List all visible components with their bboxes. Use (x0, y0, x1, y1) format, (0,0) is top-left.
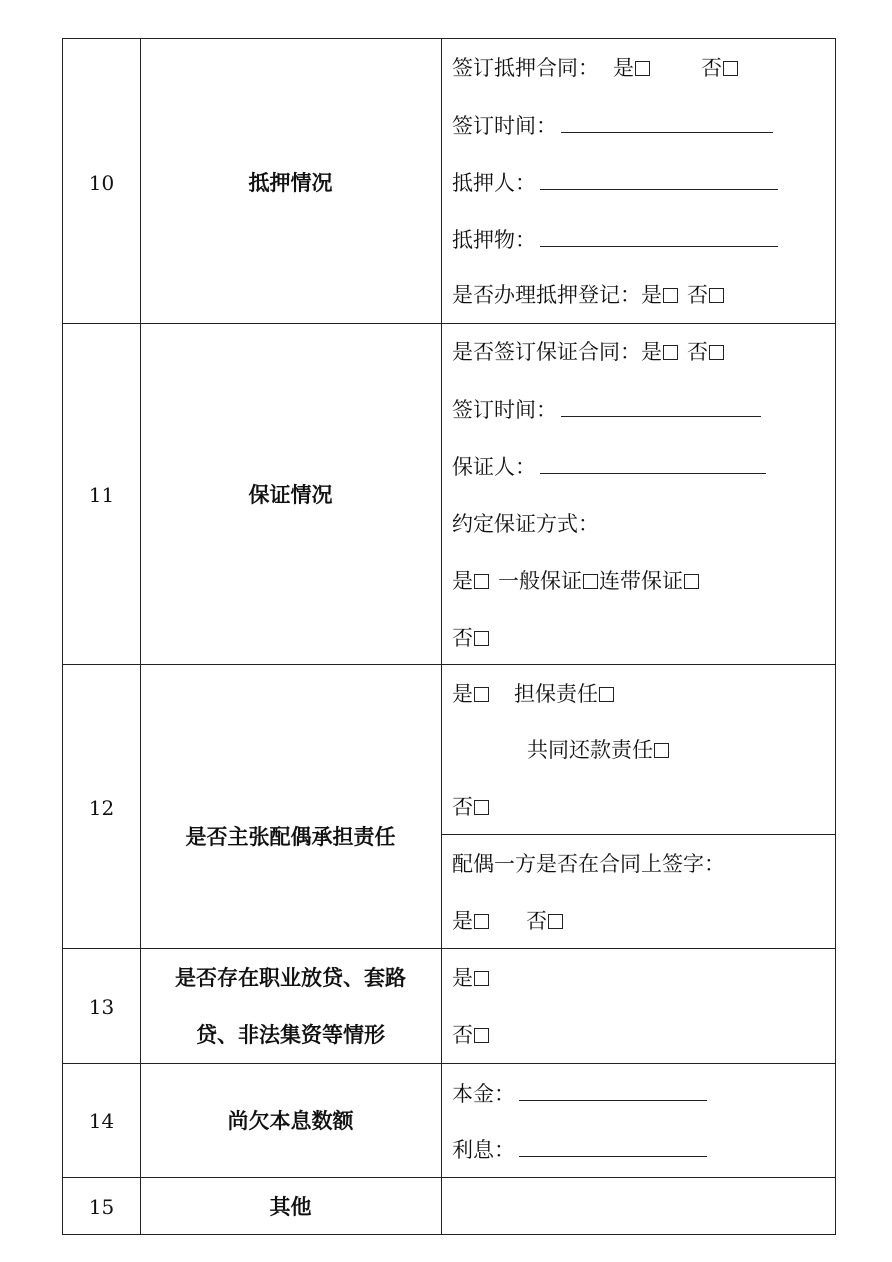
column-divider-label (441, 39, 442, 1234)
checkbox[interactable] (474, 971, 489, 986)
option-label: 连带保证 (599, 569, 683, 593)
checkbox[interactable] (474, 914, 489, 929)
checkbox[interactable] (474, 574, 489, 589)
checkbox[interactable] (583, 574, 598, 589)
row-label: 抵押情况 (248, 170, 333, 195)
checkbox[interactable] (474, 800, 489, 815)
field-label: 是否办理抵押登记： (452, 283, 641, 307)
row-number: 13 (88, 995, 115, 1019)
blank-field[interactable] (519, 1082, 707, 1101)
field-label: 签订抵押合同： (452, 56, 599, 80)
option-label: 是 (452, 966, 473, 990)
row-number: 12 (88, 796, 115, 820)
row-label: 保证情况 (248, 482, 333, 507)
option-label: 是 (641, 283, 662, 307)
checkbox[interactable] (654, 743, 669, 758)
option-label: 否 (452, 1023, 473, 1047)
spouse-liability-no-line (452, 792, 490, 822)
option-label: 是 (641, 340, 662, 364)
guarantor-line (452, 452, 766, 482)
option-label: 否 (687, 283, 708, 307)
row-label-line2: 贷、非法集资等情形 (196, 1022, 385, 1047)
option-label: 是 (452, 909, 473, 933)
row-divider (63, 1063, 835, 1064)
field-label: 约定保证方式： (452, 512, 599, 536)
checkbox[interactable] (548, 914, 563, 929)
sign-time-line (452, 395, 761, 425)
checkbox[interactable] (635, 61, 650, 76)
field-label: 保证人： (452, 455, 536, 479)
blank-field[interactable] (540, 171, 778, 190)
blank-field[interactable] (561, 398, 761, 417)
option-label: 否 (452, 626, 473, 650)
blank-field[interactable] (519, 1138, 707, 1157)
option-label: 否 (687, 340, 708, 364)
row-label: 尚欠本息数额 (227, 1108, 354, 1133)
checkbox[interactable] (599, 687, 614, 702)
option-label: 共同还款责任 (527, 738, 653, 762)
row-label: 是否主张配偶承担责任 (185, 824, 396, 849)
field-label: 签订时间： (452, 114, 557, 138)
option-label: 否 (701, 56, 722, 80)
option-label: 是 (613, 56, 634, 80)
field-label: 抵押物： (452, 228, 536, 252)
row-divider (63, 664, 835, 665)
row-label-line1: 是否存在职业放贷、套路 (175, 965, 406, 990)
checkbox[interactable] (709, 288, 724, 303)
illegal-lending-no (452, 1020, 490, 1050)
blank-field[interactable] (540, 455, 766, 474)
mortgagor-line (452, 168, 778, 198)
spouse-liability-yes-line (452, 679, 615, 709)
collateral-line (452, 225, 778, 255)
illegal-lending-yes (452, 963, 490, 993)
checkbox[interactable] (474, 1028, 489, 1043)
sign-time-line (452, 111, 773, 141)
checkbox[interactable] (709, 345, 724, 360)
field-label: 签订时间： (452, 398, 557, 422)
guarantee-method-options (452, 566, 700, 596)
field-label: 是否签订保证合同： (452, 340, 641, 364)
row-number: 15 (88, 1195, 115, 1219)
option-label: 否 (526, 909, 547, 933)
field-label: 抵押人： (452, 171, 536, 195)
row-divider (63, 323, 835, 324)
option-label: 一般保证 (498, 569, 582, 593)
blank-field[interactable] (540, 228, 778, 247)
checkbox[interactable] (663, 345, 678, 360)
row-subdivider (441, 834, 835, 835)
field-label: 本金： (452, 1082, 515, 1106)
option-label: 是 (452, 682, 473, 706)
spouse-signed-options (452, 906, 564, 936)
blank-field[interactable] (561, 114, 773, 133)
option-label: 否 (452, 795, 473, 819)
form-table (62, 38, 836, 1235)
checkbox[interactable] (684, 574, 699, 589)
joint-repayment-line (527, 735, 670, 765)
guarantee-method-no (452, 623, 490, 653)
interest-line (452, 1135, 707, 1165)
field-label: 利息： (452, 1138, 515, 1162)
checkbox[interactable] (474, 631, 489, 646)
mortgage-contract-line (452, 53, 739, 83)
row-number: 11 (88, 483, 115, 507)
principal-line (452, 1079, 707, 1109)
option-label: 担保责任 (514, 682, 598, 706)
guarantee-contract-line (452, 337, 725, 367)
registration-line (452, 280, 725, 310)
row-number: 10 (88, 171, 115, 195)
checkbox[interactable] (474, 687, 489, 702)
option-label: 是 (452, 569, 473, 593)
checkbox[interactable] (663, 288, 678, 303)
spouse-signed-line (452, 849, 725, 879)
row-label: 其他 (269, 1194, 312, 1219)
guarantee-method-line (452, 509, 599, 539)
row-divider (63, 1177, 835, 1178)
checkbox[interactable] (723, 61, 738, 76)
row-number: 14 (88, 1109, 115, 1133)
field-label: 配偶一方是否在合同上签字： (452, 852, 725, 876)
